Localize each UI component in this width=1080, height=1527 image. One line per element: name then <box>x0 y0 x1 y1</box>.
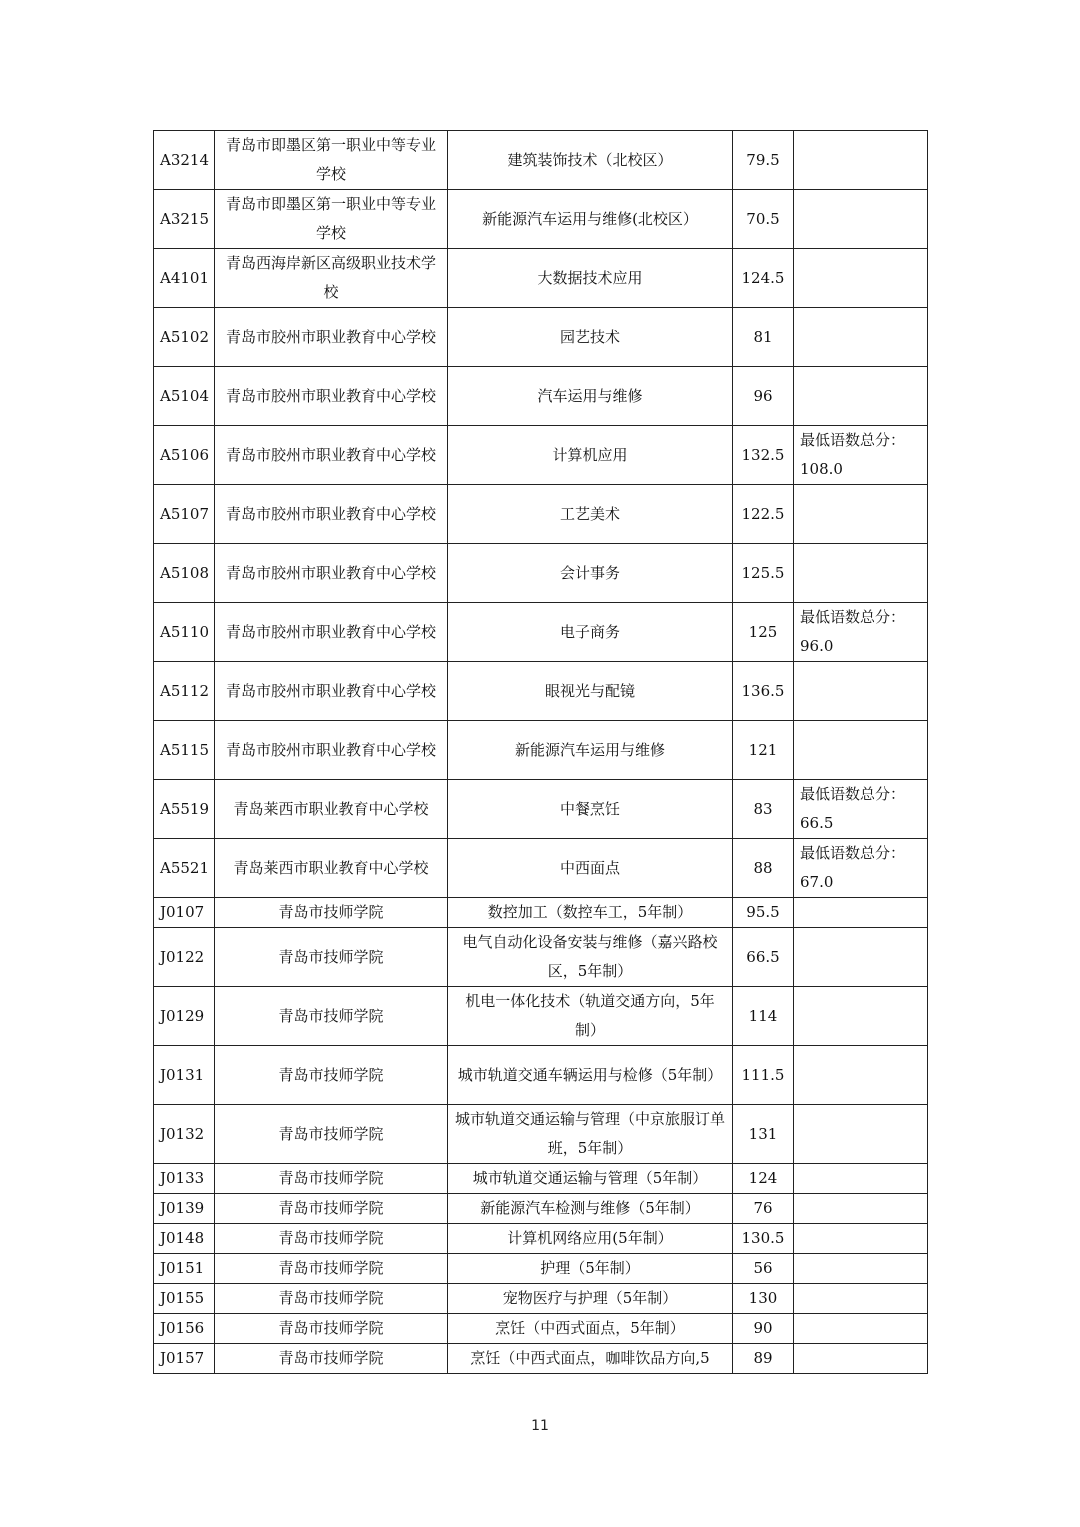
table-row <box>154 485 928 544</box>
cell-note <box>794 485 928 544</box>
cell-code: A5104 <box>154 367 215 426</box>
cell-score: 122.5 <box>733 485 794 544</box>
cell-major: 电子商务 <box>448 603 733 662</box>
cell-school: 青岛市技师学院 <box>215 1344 448 1374</box>
cell-code: J0148 <box>154 1224 215 1254</box>
cell-score: 83 <box>733 780 794 839</box>
cell-note <box>794 308 928 367</box>
cell-note: 最低语数总分：108.0 <box>794 426 928 485</box>
cell-note: 最低语数总分：67.0 <box>794 839 928 898</box>
cell-score: 114 <box>733 987 794 1046</box>
cell-score: 131 <box>733 1105 794 1164</box>
cell-score: 124 <box>733 1164 794 1194</box>
cell-score: 90 <box>733 1314 794 1344</box>
cell-major: 大数据技术应用 <box>448 249 733 308</box>
cell-school: 青岛市胶州市职业教育中心学校 <box>215 367 448 426</box>
cell-school: 青岛市胶州市职业教育中心学校 <box>215 544 448 603</box>
cell-major: 工艺美术 <box>448 485 733 544</box>
cell-code: J0133 <box>154 1164 215 1194</box>
cell-score: 66.5 <box>733 928 794 987</box>
cell-score: 88 <box>733 839 794 898</box>
cell-code: J0139 <box>154 1194 215 1224</box>
cell-score: 130 <box>733 1284 794 1314</box>
cell-major: 计算机应用 <box>448 426 733 485</box>
cell-major: 城市轨道交通运输与管理（中京旅服订单班，5年制） <box>448 1105 733 1164</box>
table-row <box>154 603 928 662</box>
table-row <box>154 928 928 987</box>
cell-code: J0156 <box>154 1314 215 1344</box>
cell-school: 青岛市技师学院 <box>215 1105 448 1164</box>
page-number: 11 <box>531 1418 549 1434</box>
table-row <box>154 987 928 1046</box>
table-row <box>154 780 928 839</box>
cell-major: 中餐烹饪 <box>448 780 733 839</box>
cell-major: 机电一体化技术（轨道交通方向，5年制） <box>448 987 733 1046</box>
cell-note <box>794 249 928 308</box>
table-row <box>154 131 928 190</box>
cell-major: 眼视光与配镜 <box>448 662 733 721</box>
cell-score: 79.5 <box>733 131 794 190</box>
cell-note <box>794 544 928 603</box>
cell-major: 护理（5年制） <box>448 1254 733 1284</box>
cell-major: 新能源汽车检测与维修（5年制） <box>448 1194 733 1224</box>
cell-major: 会计事务 <box>448 544 733 603</box>
table-row <box>154 426 928 485</box>
cell-note <box>794 662 928 721</box>
cell-major: 城市轨道交通车辆运用与检修（5年制） <box>448 1046 733 1105</box>
table-row <box>154 1105 928 1164</box>
cell-major: 新能源汽车运用与维修(北校区） <box>448 190 733 249</box>
cell-code: A4101 <box>154 249 215 308</box>
cell-note <box>794 987 928 1046</box>
cell-score: 76 <box>733 1194 794 1224</box>
cell-note <box>794 1194 928 1224</box>
cell-code: J0157 <box>154 1344 215 1374</box>
cell-school: 青岛市技师学院 <box>215 1314 448 1344</box>
cell-score: 70.5 <box>733 190 794 249</box>
cell-note: 最低语数总分：66.5 <box>794 780 928 839</box>
cell-code: J0155 <box>154 1284 215 1314</box>
table-row <box>154 308 928 367</box>
cell-code: A5108 <box>154 544 215 603</box>
table-row <box>154 1344 928 1374</box>
cell-code: J0129 <box>154 987 215 1046</box>
cell-school: 青岛市技师学院 <box>215 1224 448 1254</box>
cell-note <box>794 721 928 780</box>
cell-score: 96 <box>733 367 794 426</box>
table-row <box>154 1224 928 1254</box>
cell-score: 81 <box>733 308 794 367</box>
cell-score: 136.5 <box>733 662 794 721</box>
cell-code: J0132 <box>154 1105 215 1164</box>
cell-note <box>794 1164 928 1194</box>
cell-score: 89 <box>733 1344 794 1374</box>
cell-school: 青岛莱西市职业教育中心学校 <box>215 780 448 839</box>
cell-major: 汽车运用与维修 <box>448 367 733 426</box>
cell-school: 青岛市技师学院 <box>215 1164 448 1194</box>
cell-code: A5102 <box>154 308 215 367</box>
cell-note <box>794 1314 928 1344</box>
table-row <box>154 1194 928 1224</box>
cell-note <box>794 1344 928 1374</box>
cell-school: 青岛市胶州市职业教育中心学校 <box>215 308 448 367</box>
cell-major: 电气自动化设备安装与维修（嘉兴路校区，5年制） <box>448 928 733 987</box>
cell-note <box>794 131 928 190</box>
cell-score: 121 <box>733 721 794 780</box>
cell-major: 烹饪（中西式面点，咖啡饮品方向,5 <box>448 1344 733 1374</box>
cell-note <box>794 1046 928 1105</box>
cell-school: 青岛市技师学院 <box>215 987 448 1046</box>
cell-note <box>794 1284 928 1314</box>
cell-major: 新能源汽车运用与维修 <box>448 721 733 780</box>
cell-major: 中西面点 <box>448 839 733 898</box>
cell-code: A5106 <box>154 426 215 485</box>
cell-note <box>794 928 928 987</box>
cell-school: 青岛市即墨区第一职业中等专业学校 <box>215 131 448 190</box>
cell-major: 宠物医疗与护理（5年制） <box>448 1284 733 1314</box>
cell-school: 青岛市技师学院 <box>215 1194 448 1224</box>
cell-school: 青岛市即墨区第一职业中等专业学校 <box>215 190 448 249</box>
table-row <box>154 1314 928 1344</box>
cell-note <box>794 367 928 426</box>
cell-school: 青岛市技师学院 <box>215 1284 448 1314</box>
cell-code: A5519 <box>154 780 215 839</box>
cell-code: A3214 <box>154 131 215 190</box>
table-row <box>154 839 928 898</box>
cell-code: A5107 <box>154 485 215 544</box>
table-row <box>154 662 928 721</box>
cell-code: A5112 <box>154 662 215 721</box>
table-row <box>154 249 928 308</box>
cell-school: 青岛市技师学院 <box>215 898 448 928</box>
cell-note <box>794 898 928 928</box>
cell-score: 95.5 <box>733 898 794 928</box>
cell-score: 132.5 <box>733 426 794 485</box>
cell-code: A5115 <box>154 721 215 780</box>
cell-score: 124.5 <box>733 249 794 308</box>
table-row <box>154 1046 928 1105</box>
cell-score: 111.5 <box>733 1046 794 1105</box>
cell-note <box>794 1224 928 1254</box>
cell-code: J0131 <box>154 1046 215 1105</box>
table-row <box>154 1254 928 1284</box>
cell-score: 130.5 <box>733 1224 794 1254</box>
cell-code: J0122 <box>154 928 215 987</box>
cell-school: 青岛西海岸新区高级职业技术学校 <box>215 249 448 308</box>
table-row <box>154 721 928 780</box>
cell-school: 青岛莱西市职业教育中心学校 <box>215 839 448 898</box>
cell-school: 青岛市胶州市职业教育中心学校 <box>215 485 448 544</box>
table-body <box>154 131 928 1374</box>
cell-note <box>794 1254 928 1284</box>
cell-school: 青岛市胶州市职业教育中心学校 <box>215 426 448 485</box>
cell-note: 最低语数总分：96.0 <box>794 603 928 662</box>
cell-code: A5110 <box>154 603 215 662</box>
cell-code: A5521 <box>154 839 215 898</box>
table-row <box>154 1284 928 1314</box>
admission-score-table <box>153 130 928 1374</box>
table-row <box>154 1164 928 1194</box>
cell-major: 数控加工（数控车工，5年制） <box>448 898 733 928</box>
table-row <box>154 544 928 603</box>
cell-school: 青岛市胶州市职业教育中心学校 <box>215 603 448 662</box>
cell-score: 125 <box>733 603 794 662</box>
cell-major: 烹饪（中西式面点，5年制） <box>448 1314 733 1344</box>
cell-school: 青岛市胶州市职业教育中心学校 <box>215 721 448 780</box>
cell-code: A3215 <box>154 190 215 249</box>
table-row <box>154 367 928 426</box>
table-row <box>154 190 928 249</box>
cell-code: J0151 <box>154 1254 215 1284</box>
cell-school: 青岛市技师学院 <box>215 928 448 987</box>
cell-major: 计算机网络应用(5年制） <box>448 1224 733 1254</box>
table-row <box>154 898 928 928</box>
cell-school: 青岛市技师学院 <box>215 1254 448 1284</box>
cell-score: 125.5 <box>733 544 794 603</box>
cell-major: 建筑装饰技术（北校区） <box>448 131 733 190</box>
cell-school: 青岛市技师学院 <box>215 1046 448 1105</box>
cell-note <box>794 190 928 249</box>
cell-note <box>794 1105 928 1164</box>
cell-code: J0107 <box>154 898 215 928</box>
cell-major: 城市轨道交通运输与管理（5年制） <box>448 1164 733 1194</box>
cell-school: 青岛市胶州市职业教育中心学校 <box>215 662 448 721</box>
cell-major: 园艺技术 <box>448 308 733 367</box>
cell-score: 56 <box>733 1254 794 1284</box>
